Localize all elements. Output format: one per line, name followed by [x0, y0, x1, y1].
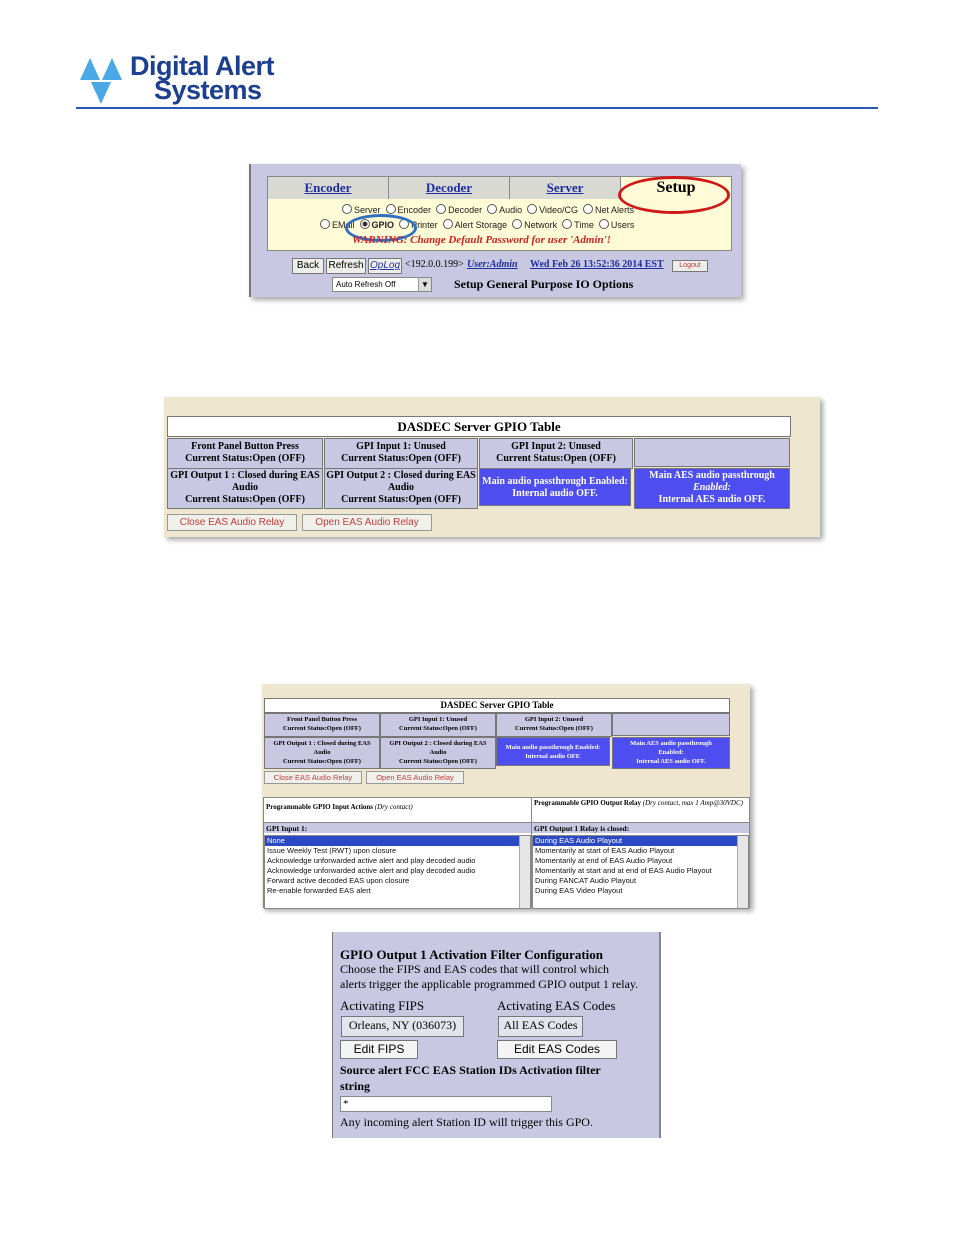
option-decoder[interactable]: Decoder [436, 205, 482, 215]
input-1-label: GPI Input 1: [264, 822, 531, 833]
company-logo [78, 52, 318, 107]
edit-eas-codes-button[interactable]: Edit EAS Codes [497, 1040, 617, 1059]
list-item[interactable]: Momentarily at end of EAS Audio Playout [535, 856, 673, 865]
scrollbar[interactable] [737, 836, 748, 908]
tab-setup[interactable]: Setup [621, 177, 731, 199]
filter-title: GPIO Output 1 Activation Filter Configuration [340, 947, 604, 962]
output-1-listbox[interactable] [532, 835, 749, 909]
gpi-input-1-cell: GPI Input 1: Unused Current Status:Open (OFF) [324, 438, 478, 469]
list-item[interactable]: Re-enable forwarded EAS alert [267, 886, 371, 895]
input-actions-panel [263, 797, 532, 908]
station-id-input[interactable]: * [340, 1096, 552, 1112]
auto-refresh-select[interactable]: Auto Refresh Off ▼ [332, 277, 432, 292]
logo-line1: Digital Alert [130, 51, 275, 81]
list-item[interactable]: Issue Weekly Test (RWT) upon closure [267, 846, 397, 855]
setup-panel [249, 164, 741, 297]
eas-label: Activating EAS Codes [497, 998, 616, 1013]
chevron-down-icon: ▼ [418, 278, 431, 291]
option-network[interactable]: Network [512, 220, 557, 230]
output-relay-heading: Programmable GPIO Output Relay (Dry contact, max 1 Amp@30VDC) [534, 799, 743, 807]
list-item[interactable]: Momentarily at start and at end of EAS Audio Playout [535, 866, 712, 875]
option-net-alerts[interactable]: Net Alerts [583, 205, 634, 215]
tab-decoder[interactable]: Decoder [389, 177, 510, 199]
gpio-table-panel [164, 397, 820, 537]
front-panel-cell: Front Panel Button Press Current Status:Open (OFF) [167, 438, 323, 469]
empty-cell [634, 438, 790, 467]
list-item[interactable]: Momentarily at start of EAS Audio Playout [535, 846, 675, 855]
output-1-label: GPI Output 1 Relay is closed: [532, 822, 749, 833]
small-gpi-input-2-cell: GPI Input 2: Unused Current Status:Open (OFF) [496, 713, 612, 737]
list-item[interactable]: Acknowledge unforwarded active alert and play decoded audio [267, 866, 476, 875]
list-item[interactable]: During EAS Video Playout [535, 886, 623, 895]
input-actions-heading: Programmable GPIO Input Actions (Dry contact) [266, 803, 413, 811]
user-link[interactable]: User:Admin [467, 259, 518, 270]
small-gpi-output-1-cell: GPI Output 1 : Closed during EAS Audio Current Status:Open (OFF) [264, 737, 380, 769]
setup-nav [267, 176, 732, 251]
small-empty-cell [612, 713, 730, 736]
list-item[interactable]: Acknowledge unforwarded active alert and play decoded audio [267, 856, 476, 865]
filter-desc-2: alerts trigger the applicable programmed GPIO output 1 relay. [340, 977, 639, 991]
list-item[interactable]: Forward active decoded EAS upon closure [267, 876, 410, 885]
eas-value: All EAS Codes [498, 1016, 583, 1037]
logout-button[interactable]: Logout [672, 260, 708, 272]
refresh-button[interactable]: Refresh [326, 258, 366, 274]
option-audio[interactable]: Audio [487, 205, 522, 215]
output-relay-panel [531, 797, 750, 908]
tab-server[interactable]: Server [510, 177, 621, 199]
gpio-program-panel [262, 684, 750, 908]
main-audio-cell: Main audio passthrough Enabled: Internal audio OFF. [479, 468, 631, 506]
scrollbar[interactable] [519, 836, 530, 908]
gpi-output-2-cell: GPI Output 2 : Closed during EAS Audio Current Status:Open (OFF) [324, 468, 478, 509]
triangle-logo-icon [78, 54, 130, 106]
option-video-cg[interactable]: Video/CG [527, 205, 578, 215]
datetime-link[interactable]: Wed Feb 26 13:52:36 2014 EST [530, 259, 664, 270]
station-label-1: Source alert FCC EAS Station IDs Activation filter [340, 1063, 601, 1077]
list-item[interactable]: None [265, 836, 530, 846]
small-gpi-output-2-cell: GPI Output 2 : Closed during EAS Audio Current Status:Open (OFF) [380, 737, 496, 769]
station-label-2: string [340, 1079, 370, 1093]
option-printer[interactable]: Printer [399, 220, 438, 230]
activation-filter-panel [332, 932, 661, 1138]
option-gpio[interactable]: GPIO [360, 220, 395, 230]
edit-fips-button[interactable]: Edit FIPS [340, 1040, 418, 1059]
oplog-button[interactable]: OpLog [368, 258, 402, 274]
small-close-relay-button[interactable]: Close EAS Audio Relay [264, 771, 362, 784]
small-front-panel-cell: Front Panel Button Press Current Status:Open (OFF) [264, 713, 380, 737]
page-heading: Setup General Purpose IO Options [454, 277, 634, 291]
fips-value: Orleans, NY (036073) [341, 1016, 464, 1037]
logo-line2: Systems [154, 75, 262, 105]
setup-highlight-ellipse [618, 176, 730, 214]
fips-label: Activating FIPS [340, 998, 425, 1013]
option-users[interactable]: Users [599, 220, 635, 230]
password-warning: WARNING: Change Default Password for user 'Admin'! [352, 234, 611, 246]
filter-desc-1: Choose the FIPS and EAS codes that will control which [340, 962, 609, 976]
gpi-output-1-cell: GPI Output 1 : Closed during EAS Audio Current Status:Open (OFF) [167, 468, 323, 509]
option-email[interactable]: EMail [320, 220, 355, 230]
option-encoder[interactable]: Encoder [386, 205, 432, 215]
open-relay-button[interactable]: Open EAS Audio Relay [302, 514, 432, 531]
gpi-input-2-cell: GPI Input 2: Unused Current Status:Open (OFF) [479, 438, 633, 469]
list-item[interactable]: During EAS Audio Playout [533, 836, 748, 846]
main-aes-cell: Main AES audio passthrough Enabled: Internal AES audio OFF. [634, 468, 790, 509]
small-main-audio-cell: Main audio passthrough Enabled: Internal audio OFF. [496, 737, 610, 766]
close-relay-button[interactable]: Close EAS Audio Relay [167, 514, 297, 531]
option-server[interactable]: Server [342, 205, 381, 215]
list-item[interactable]: During FANCAT Audio Playout [535, 876, 637, 885]
small-gpi-input-1-cell: GPI Input 1: Unused Current Status:Open (OFF) [380, 713, 496, 737]
small-open-relay-button[interactable]: Open EAS Audio Relay [366, 771, 464, 784]
tab-encoder[interactable]: Encoder [268, 177, 389, 199]
small-gpio-table-title: DASDEC Server GPIO Table [264, 698, 730, 713]
option-time[interactable]: Time [562, 220, 594, 230]
back-button[interactable]: Back [292, 258, 324, 274]
ip-address: <192.0.0.199> [405, 259, 464, 270]
input-1-listbox[interactable] [264, 835, 531, 909]
gpio-table-title: DASDEC Server GPIO Table [167, 416, 791, 437]
station-note: Any incoming alert Station ID will trigger this GPO. [340, 1115, 593, 1129]
option-alert-storage[interactable]: Alert Storage [443, 220, 508, 230]
header-rule [76, 107, 878, 109]
small-main-aes-cell: Main AES audio passthrough Enabled: Internal AES audio OFF. [612, 737, 730, 769]
